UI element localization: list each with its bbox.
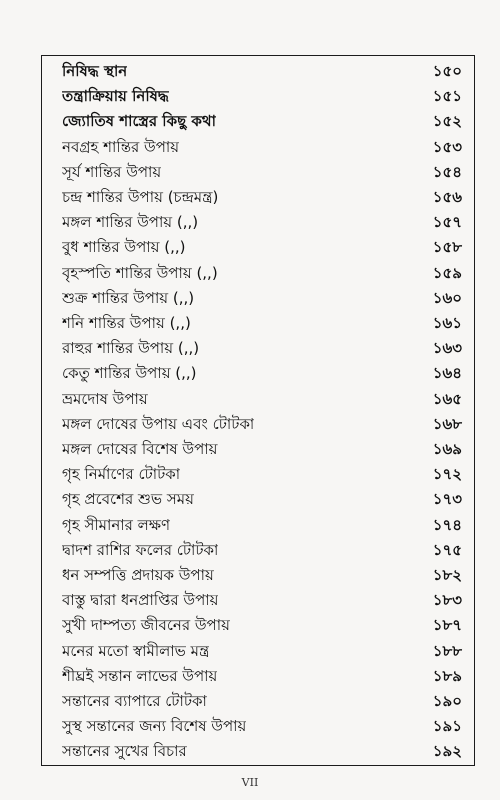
toc-entry-title: মনের মতো স্বামীলাভ মন্ত্র [62, 641, 210, 660]
toc-entry-title: গৃহ সীমানার লক্ষণ [62, 515, 171, 534]
toc-entry [42, 287, 474, 312]
toc-entry-page-number: ১৬৯ [432, 440, 462, 458]
toc-entry-title: শনি শান্তির উপায় (,,) [62, 314, 191, 332]
toc-entry-title: রাহুর শান্তির উপায় (,,) [62, 339, 200, 358]
toc-entry-title: সূর্য শান্তির উপায় [62, 162, 162, 181]
toc-entry-page-number: ১৯২ [432, 742, 462, 761]
toc-entry-title: বুধ শান্তির উপায় (,,) [62, 238, 186, 257]
toc-entry-page-number: ১৭৩ [432, 490, 462, 509]
toc-entry-title: গৃহ নির্মাণের টোটকা [62, 465, 181, 484]
toc-entry-page-number: ১৯১ [432, 717, 462, 736]
toc-entry [42, 60, 474, 85]
toc-entry-page-number: ১৮২ [432, 566, 462, 584]
toc-entry-title: ধন সম্পত্তি প্রদায়ক উপায় [62, 566, 214, 584]
toc-entry-title: চন্দ্র শান্তির উপায় (চন্দ্রমন্ত্র) [62, 188, 219, 206]
toc-entry [42, 514, 474, 539]
toc-entry-title: বৃহস্পতি শান্তির উপায় (,,) [62, 263, 218, 282]
toc-entry-title: নিষিদ্ধ স্থান [62, 62, 128, 80]
toc-entry-page-number: ১৫৩ [432, 137, 462, 156]
toc-entry-page-number: ১৬৩ [432, 339, 462, 358]
toc-entry [42, 110, 474, 135]
toc-entry-page-number: ১৫৪ [432, 162, 462, 181]
toc-entry [42, 362, 474, 387]
toc-entry-title: সুখী দাম্পত্য জীবনের উপায় [62, 616, 230, 635]
toc-entry-title: শীঘ্রই সন্তান লাভের উপায় [62, 666, 218, 685]
toc-entry-title: গৃহ প্রবেশের শুভ সময় [62, 490, 194, 509]
toc-entry-title: শুক্র শান্তির উপায় (,,) [62, 288, 195, 307]
table-of-contents [41, 55, 475, 766]
toc-entry [42, 740, 474, 765]
toc-entry-page-number: ১৫০ [432, 62, 462, 80]
toc-entry [42, 438, 474, 463]
toc-entry-page-number: ১৫৬ [432, 188, 462, 206]
toc-entry [42, 312, 474, 337]
toc-entry-page-number: ১৭২ [432, 465, 462, 484]
toc-entry [42, 236, 474, 261]
toc-entry [42, 690, 474, 715]
toc-entry-page-number: ১৬৪ [432, 364, 462, 383]
toc-entry-title: জ্যোতিষ শাস্ত্রের কিছু কথা [62, 112, 216, 131]
page-number-footer: VII [241, 776, 259, 789]
toc-entry [42, 161, 474, 186]
toc-entry-title: মঙ্গল দোষের বিশেষ উপায় [62, 440, 218, 458]
toc-entry [42, 413, 474, 438]
toc-entry [42, 715, 474, 740]
toc-entry [42, 136, 474, 161]
toc-entry-page-number: ১৭৪ [432, 515, 462, 534]
toc-entry-page-number: ১৬০ [432, 288, 462, 307]
toc-entry-page-number: ১৫৭ [432, 213, 462, 232]
toc-entry [42, 488, 474, 513]
toc-entry-page-number: ১৭৫ [432, 540, 462, 559]
toc-entry-title: সন্তানের ব্যাপারে টোটকা [62, 692, 207, 710]
toc-entry [42, 463, 474, 488]
toc-entry [42, 665, 474, 690]
toc-entry-page-number: ১৬৫ [432, 389, 462, 408]
toc-entry [42, 337, 474, 362]
toc-entry [42, 388, 474, 413]
toc-entry-page-number: ১৫২ [432, 112, 462, 131]
toc-entry-page-number: ১৯০ [432, 692, 462, 710]
toc-entry-page-number: ১৮৮ [432, 641, 462, 660]
toc-entry-page-number: ১৫১ [432, 87, 462, 106]
toc-entry-title: বাস্তু দ্বারা ধনপ্রাপ্তির উপায় [62, 591, 219, 610]
toc-entry [42, 186, 474, 211]
toc-entry-page-number: ১৫৯ [432, 263, 462, 282]
toc-entry [42, 85, 474, 110]
toc-entry-title: সুস্থ সন্তানের জন্য বিশেষ উপায় [62, 717, 247, 736]
toc-entry-page-number: ১৮৭ [432, 616, 462, 635]
toc-entry [42, 614, 474, 639]
toc-entry [42, 539, 474, 564]
toc-entry-page-number: ১৬৮ [432, 414, 462, 433]
toc-entry-page-number: ১৫৮ [432, 238, 462, 257]
toc-entry-title: দ্বাদশ রাশির ফলের টোটকা [62, 540, 219, 559]
toc-entry-title: কেতু শান্তির উপায় (,,) [62, 364, 197, 383]
toc-entry [42, 640, 474, 665]
toc-entry [42, 211, 474, 236]
toc-entry [42, 589, 474, 614]
toc-entry-title: ভ্রমদোষ উপায় [62, 389, 148, 408]
toc-entry-page-number: ১৮৯ [432, 666, 462, 685]
toc-entry-title: সন্তানের সুখের বিচার [62, 742, 187, 761]
toc-entry-title: মঙ্গল দোষের উপায় এবং টোটকা [62, 414, 255, 433]
toc-entry-title: নবগ্রহ শান্তির উপায় [62, 137, 180, 156]
toc-entry [42, 262, 474, 287]
toc-entry-title: মঙ্গল শান্তির উপায় (,,) [62, 213, 199, 232]
toc-entry-title: তন্ত্রাক্রিয়ায় নিষিদ্ধ [62, 87, 169, 106]
toc-entry-page-number: ১৬১ [432, 314, 462, 332]
toc-entry [42, 564, 474, 589]
toc-entry-page-number: ১৮৩ [432, 591, 462, 610]
